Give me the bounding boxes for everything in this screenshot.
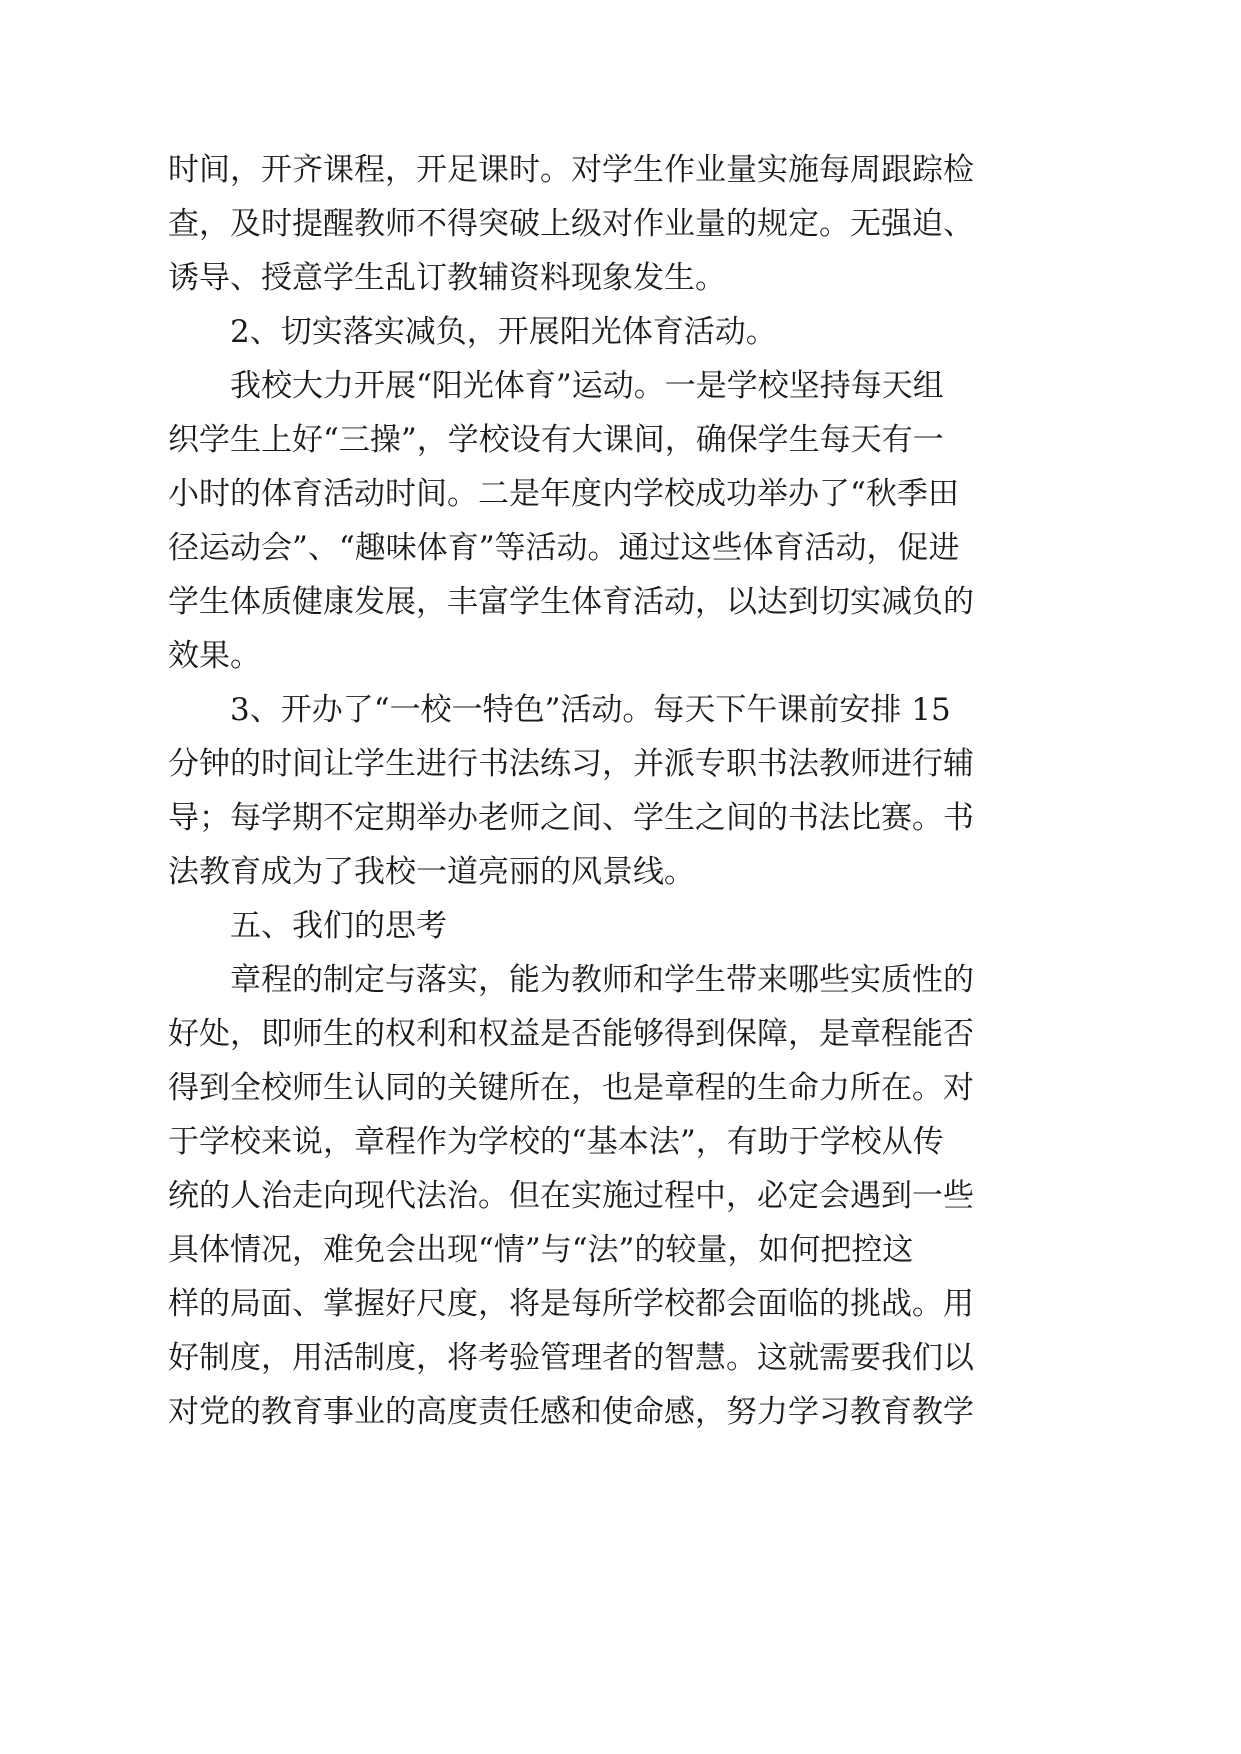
section-heading: 2、切实落实减负，开展阳光体育活动。 bbox=[230, 314, 777, 350]
text-line: 我校大力开展“阳光体育”运动。一是学校坚持每天组 bbox=[230, 368, 944, 404]
text-line: 法教育成为了我校一道亮丽的风景线。 bbox=[168, 854, 695, 890]
text-line: 好处，即师生的权利和权益是否能够得到保障，是章程能否 bbox=[168, 1016, 974, 1052]
text-line: 时间，开齐课程，开足课时。对学生作业量实施每周跟踪检 bbox=[168, 152, 974, 188]
text-line: 好制度，用活制度，将考验管理者的智慧。这就需要我们以 bbox=[168, 1340, 974, 1376]
text-line: 分钟的时间让学生进行书法练习，并派专职书法教师进行辅 bbox=[168, 746, 974, 782]
text-line: 具体情况，难免会出现“情”与“法”的较量，如何把控这 bbox=[168, 1232, 914, 1268]
text-line: 样的局面、掌握好尺度，将是每所学校都会面临的挑战。用 bbox=[168, 1286, 974, 1322]
text-line: 于学校来说，章程作为学校的“基本法”，有助于学校从传 bbox=[168, 1124, 944, 1160]
text-line: 章程的制定与落实，能为教师和学生带来哪些实质性的 bbox=[230, 962, 974, 998]
text-line: 统的人治走向现代法治。但在实施过程中，必定会遇到一些 bbox=[168, 1178, 974, 1214]
section-heading: 3、开办了“一校一特色”活动。每天下午课前安排 15 bbox=[230, 692, 951, 728]
text-line: 织学生上好“三操”，学校设有大课间，确保学生每天有一 bbox=[168, 422, 944, 458]
text-line: 查，及时提醒教师不得突破上级对作业量的规定。无强迫、 bbox=[168, 206, 974, 242]
text-line: 得到全校师生认同的关键所在，也是章程的生命力所在。对 bbox=[168, 1070, 974, 1106]
text-line: 导；每学期不定期举办老师之间、学生之间的书法比赛。书 bbox=[168, 800, 974, 836]
section-heading: 五、我们的思考 bbox=[230, 908, 447, 944]
text-line: 效果。 bbox=[168, 638, 261, 674]
text-line: 对党的教育事业的高度责任感和使命感，努力学习教育教学 bbox=[168, 1394, 974, 1430]
text-line: 径运动会”、“趣味体育”等活动。通过这些体育活动，促进 bbox=[168, 530, 960, 566]
text-line: 学生体质健康发展，丰富学生体育活动，以达到切实减负的 bbox=[168, 584, 974, 620]
text-line: 小时的体育活动时间。二是年度内学校成功举办了“秋季田 bbox=[168, 476, 959, 512]
text-line: 诱导、授意学生乱订教辅资料现象发生。 bbox=[168, 260, 726, 296]
